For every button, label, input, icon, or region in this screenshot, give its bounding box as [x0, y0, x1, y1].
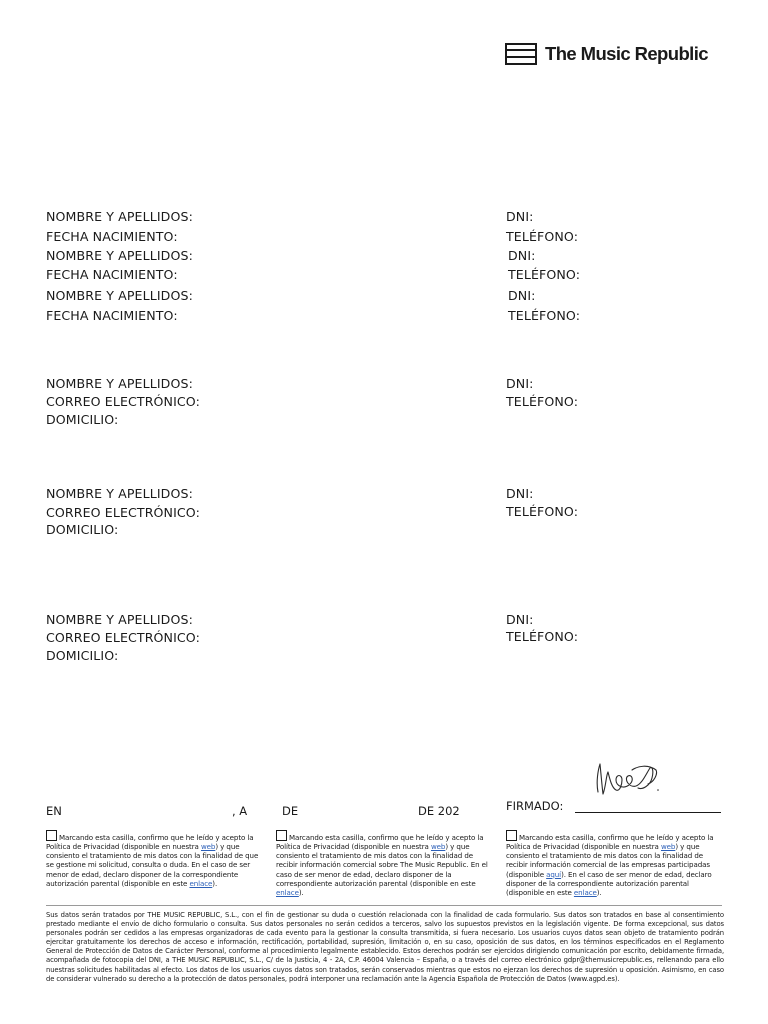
- consent-commercial-info: Marcando esta casilla, confirmo que he leído y acepto la Política de Privacidad (disponible en nuestra web) y que consiento el tratamiento de mis datos con la finalidad de recibir información comercial sobre The Music Republic. En el caso de ser menor de edad, declaro disponer de la correspondiente autorización parental (disponible en este enlace).: [276, 830, 494, 897]
- dni-label: DNI:: [506, 486, 534, 501]
- consent-checkbox[interactable]: [506, 830, 517, 841]
- month-label: DE: [282, 804, 299, 818]
- address-label: DOMICILIO:: [46, 522, 119, 537]
- email-label: CORREO ELECTRÓNICO:: [46, 505, 200, 520]
- consent-privacy-request: Marcando esta casilla, confirmo que he leído y acepto la Política de Privacidad (disponible en nuestra web) y que consiento el tratamiento de mis datos con la finalidad de que se gestione mi solicitud, consulta o duda. En el caso de ser menor de edad, declaro disponer de la correspondiente autorización parental (disponible en este enlace).: [46, 830, 264, 888]
- dni-label: DNI:: [508, 288, 536, 303]
- name-label: NOMBRE Y APELLIDOS:: [46, 486, 193, 501]
- birthdate-label: FECHA NACIMIENTO:: [46, 308, 178, 323]
- name-label: NOMBRE Y APELLIDOS:: [46, 288, 193, 303]
- parental-authorization-link[interactable]: enlace: [276, 887, 299, 897]
- dni-label: DNI:: [508, 248, 536, 263]
- signed-label: FIRMADO:: [506, 799, 564, 813]
- brand-name: The Music Republic: [545, 43, 708, 64]
- dni-label: DNI:: [506, 209, 534, 224]
- year-label: DE 202: [418, 804, 460, 818]
- stacked-bars-logo-icon: [505, 43, 537, 65]
- web-link[interactable]: web: [430, 842, 446, 852]
- dni-label: DNI:: [506, 612, 534, 627]
- signature-line: [575, 811, 721, 813]
- day-label: , A: [232, 804, 248, 818]
- handwritten-signature: [592, 760, 664, 800]
- parental-authorization-link[interactable]: enlace: [189, 878, 213, 888]
- city-label: EN: [46, 804, 62, 818]
- birthdate-label: FECHA NACIMIENTO:: [46, 229, 178, 244]
- phone-label: TELÉFONO:: [508, 267, 581, 282]
- section-divider: [46, 905, 722, 906]
- web-link[interactable]: web: [660, 842, 676, 852]
- name-label: NOMBRE Y APELLIDOS:: [46, 376, 193, 391]
- name-label: NOMBRE Y APELLIDOS:: [46, 612, 193, 627]
- consent-checkbox[interactable]: [276, 830, 287, 841]
- birthdate-label: FECHA NACIMIENTO:: [46, 267, 178, 282]
- phone-label: TELÉFONO:: [506, 229, 579, 244]
- web-link[interactable]: web: [200, 842, 216, 852]
- name-label: NOMBRE Y APELLIDOS:: [46, 209, 193, 224]
- email-label: CORREO ELECTRÓNICO:: [46, 630, 200, 645]
- address-label: DOMICILIO:: [46, 648, 119, 663]
- brand-logo: [505, 43, 708, 65]
- dni-label: DNI:: [506, 376, 534, 391]
- email-label: CORREO ELECTRÓNICO:: [46, 394, 200, 409]
- phone-label: TELÉFONO:: [508, 308, 581, 323]
- consent-partner-companies: Marcando esta casilla, confirmo que he leído y acepto la Política de Privacidad (disponible en nuestra web) y que consiento el tratamiento de mis datos con la finalidad de recibir información comercial de las empresas participadas (disponible aquí). En el caso de ser menor de edad, declaro disponer de la correspondiente autorización parental (disponible en este enlace).: [506, 830, 724, 897]
- consent-checkbox[interactable]: [46, 830, 57, 841]
- address-label: DOMICILIO:: [46, 412, 119, 427]
- parental-authorization-link[interactable]: enlace: [573, 887, 597, 897]
- partner-companies-link[interactable]: aquí: [546, 869, 562, 879]
- phone-label: TELÉFONO:: [506, 394, 579, 409]
- phone-label: TELÉFONO:: [506, 629, 579, 644]
- privacy-notice: Sus datos serán tratados por THE MUSIC REPUBLIC, S.L., con el fin de gestionar su duda o cuestión relacionada con la finalidad de cada formulario. Sus datos son tratados en base al consentimiento prestado mediante el envío de dicho formulario o consulta. Sus datos personales no serán cedidos a terceros, salvo los supuestos previstos en la legislación vigente. De forma excepcional, sus datos personales podrán ser cedidos a las empresas organizadoras de cada evento para la gestionar la consulta transmitida, si fuera necesario. Los usuarios cuyos datos sean objeto de tratamiento podrán ejercitar gratuitamente los derechos de acceso e información, rectificación, portabilidad, supresión, limitación o, en su caso, oposición de sus datos, en los términos especificados en el Reglamento General de Protección de Datos de Carácter Personal, conforme al procedimiento legalmente establecido. Estos derechos podrán ser ejercidos dirigiendo comunicación por escrito, debidamente firmada, acompañada de fotocopia del DNI, a THE MUSIC REPUBLIC, S.L., C/ de la Justicia, 4 - 2A, C.P. 46004 Valencia – España, o a través del correo electrónico gdpr@themusicrepublic.es, rellenando para ello nuestras solicitudes habilitadas al efecto. Los datos de los usuarios cuyos datos son tratados, serán conservados mientras que estos no ejerzan los derechos de supresión u oposición. Asimismo, en caso de considerar vulnerado su derecho a la protección de datos personales, podrá interponer una reclamación ante la Agencia Española de Protección de Datos (www.agpd.es).: [46, 911, 724, 983]
- phone-label: TELÉFONO:: [506, 504, 579, 519]
- name-label: NOMBRE Y APELLIDOS:: [46, 248, 193, 263]
